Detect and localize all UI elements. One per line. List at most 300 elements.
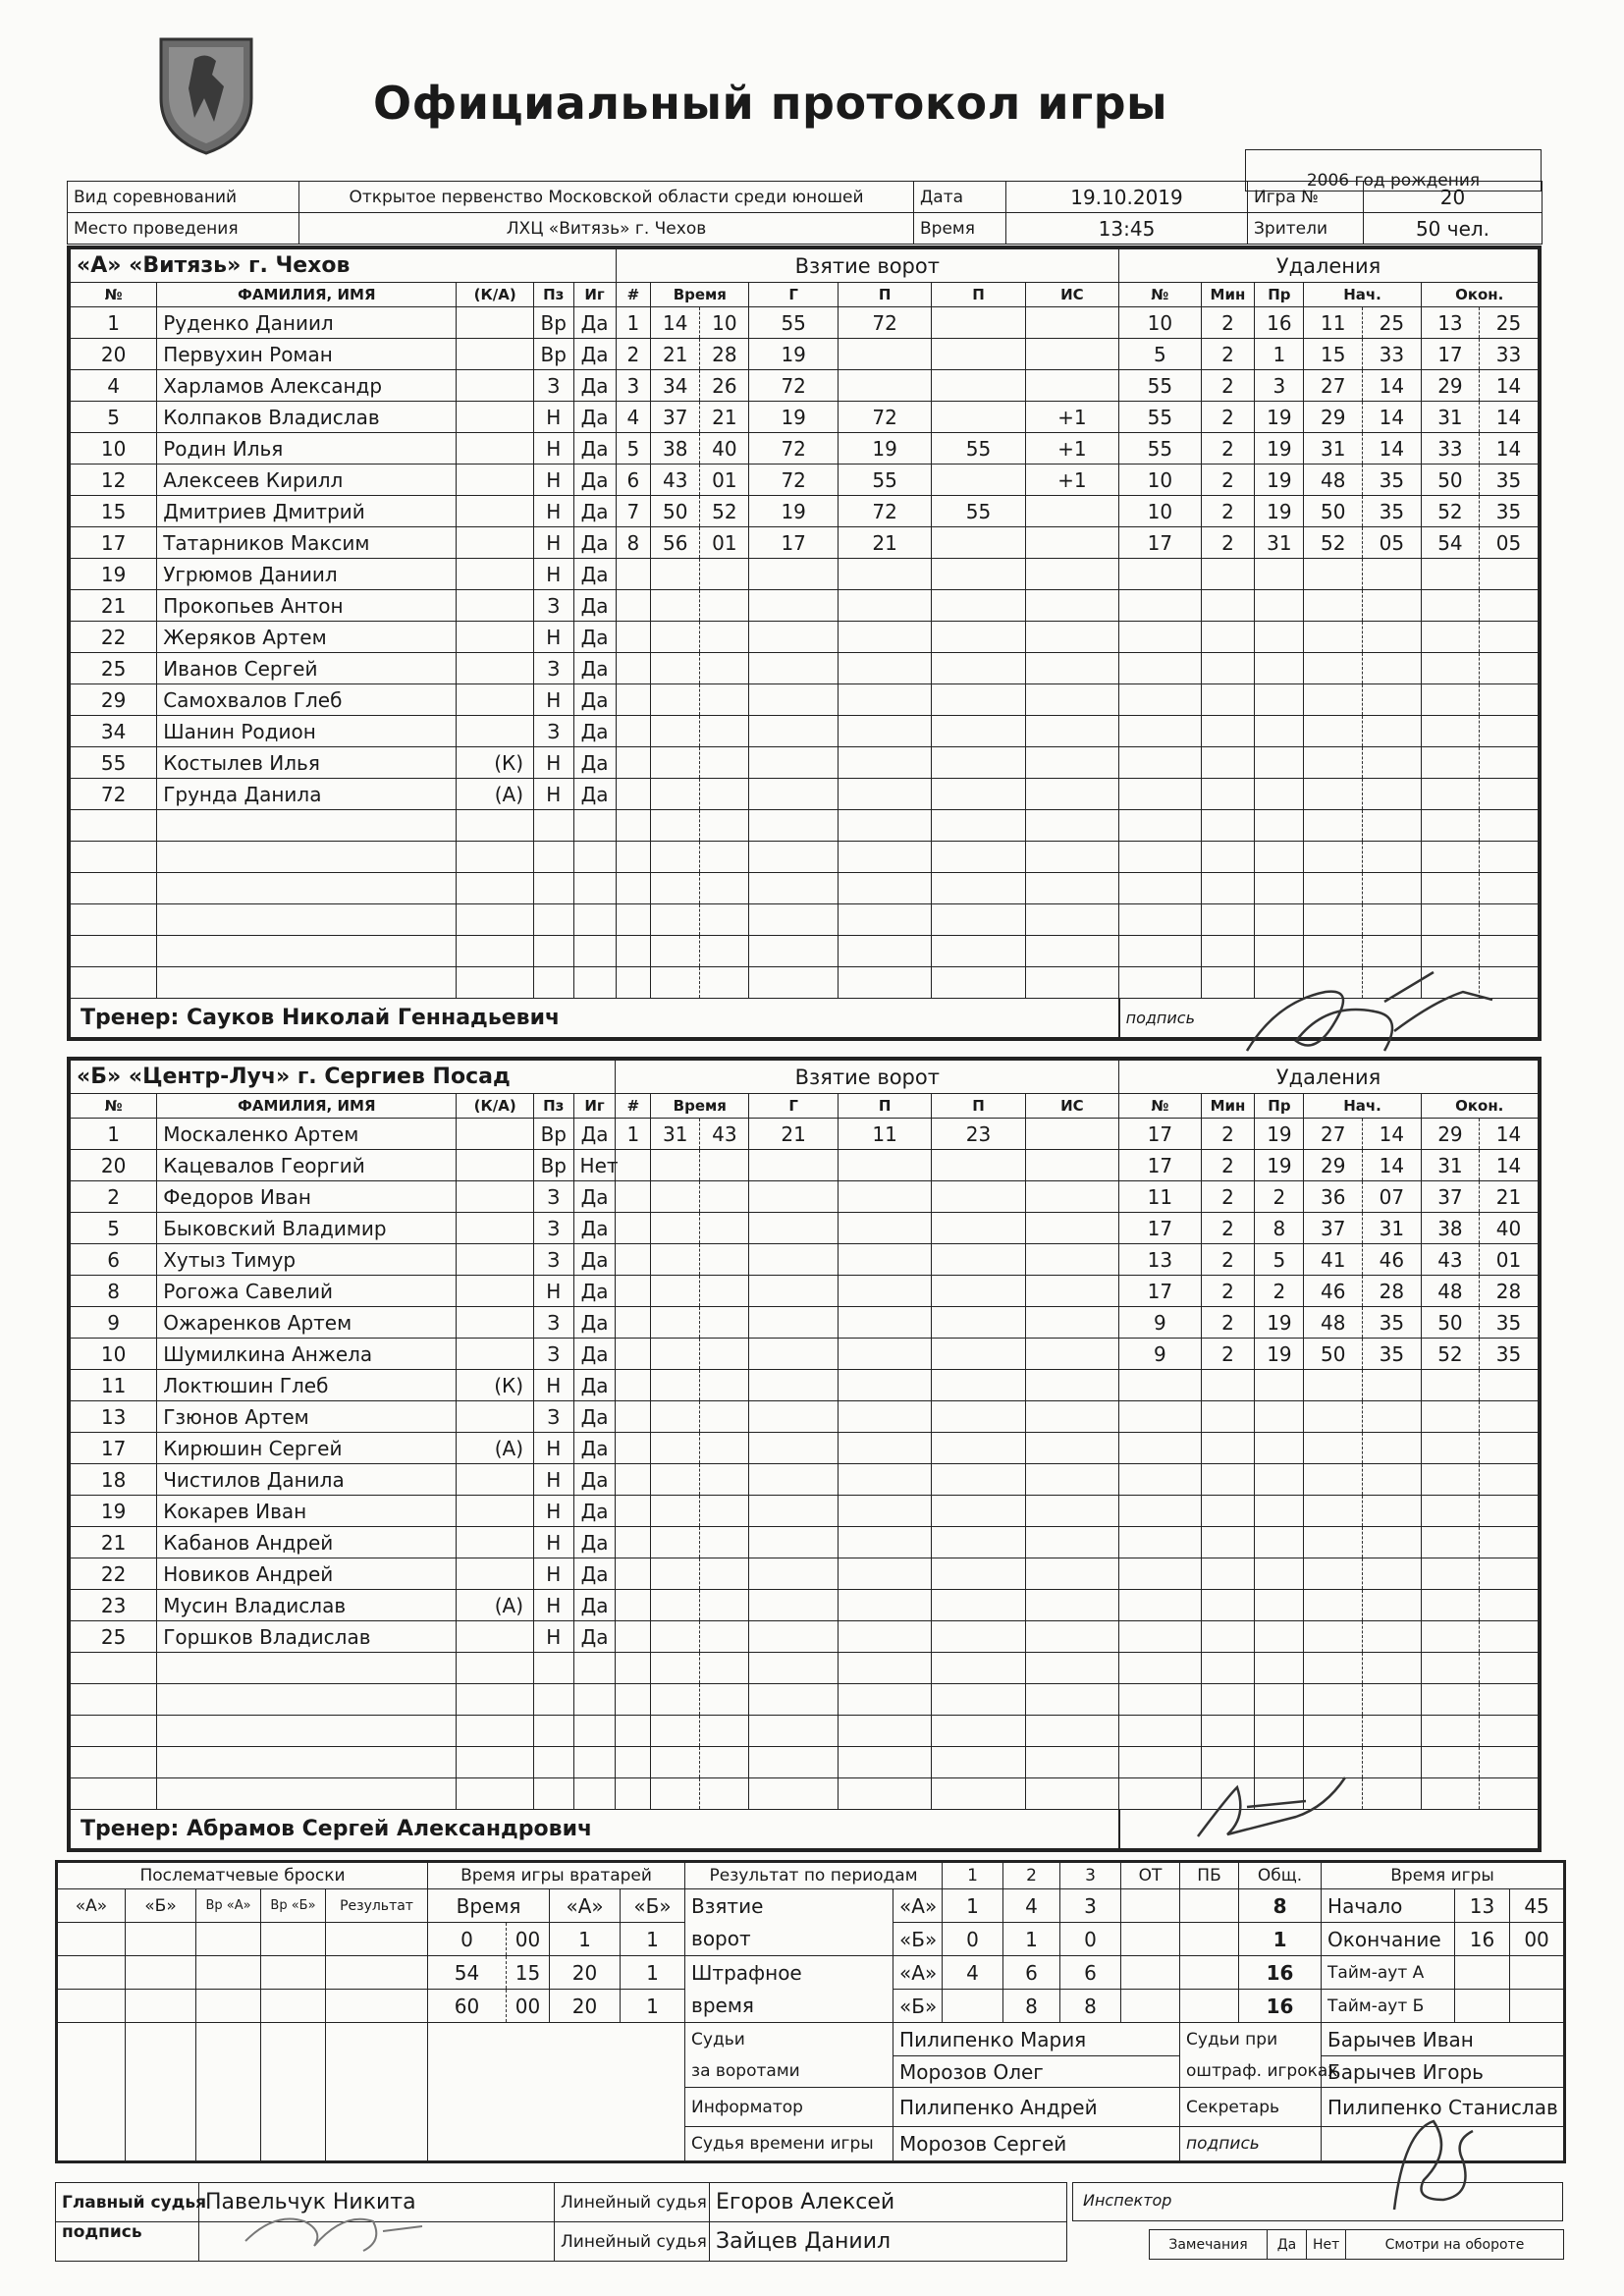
goal-assist-2 [932, 622, 1025, 653]
player-name [157, 810, 457, 842]
player-name: Шумилкина Анжела [157, 1339, 457, 1370]
remarks-no[interactable]: Нет [1307, 2230, 1346, 2260]
timekeeper-name: Морозов Сергей [893, 2127, 1180, 2162]
goal-situation [1025, 1527, 1118, 1558]
player-name [157, 873, 457, 904]
goal-scorer: 72 [749, 433, 839, 465]
player-number: 72 [71, 779, 157, 810]
player-played: Да [573, 590, 616, 622]
goal-number [616, 716, 651, 747]
goal-minute [651, 747, 700, 779]
penalty-minutes [1201, 653, 1255, 684]
penalty-end-min: 31 [1421, 1150, 1480, 1181]
penalty-judge-2: Барычев Игорь [1322, 2056, 1565, 2088]
goal-situation [1025, 684, 1118, 716]
penalty-reason [1255, 559, 1304, 590]
penalty-minutes [1201, 842, 1255, 873]
penalty-start-min: 36 [1304, 1181, 1363, 1213]
ot-header: ОТ [1121, 1862, 1180, 1889]
player-number [71, 904, 157, 936]
goal-second [700, 1181, 749, 1213]
goal-second [700, 1401, 749, 1433]
penalty-end-min: 33 [1421, 433, 1480, 465]
penalty-reason: 19 [1255, 1307, 1304, 1339]
player-position: З [534, 716, 574, 747]
penalty-reason [1255, 1716, 1304, 1747]
goal-second [700, 1150, 749, 1181]
header-info-table [67, 181, 1543, 245]
goal-scorer [749, 1213, 839, 1244]
team-a-goals-heading: Взятие ворот [616, 249, 1119, 283]
penalty-end-sec: 35 [1480, 1339, 1539, 1370]
player-name: Кацевалов Георгий [157, 1150, 457, 1181]
player-played [573, 1747, 616, 1778]
gk-row-3-a: 20 [550, 1990, 621, 2023]
penalty-end-min: 48 [1421, 1276, 1480, 1307]
goal-minute: 37 [651, 402, 700, 433]
goal-number: 2 [616, 339, 651, 370]
player-role [457, 1747, 534, 1778]
player-number: 25 [71, 653, 157, 684]
goal-situation [1025, 1590, 1118, 1621]
penalty-player: 55 [1119, 402, 1201, 433]
player-position: Н [534, 1370, 574, 1401]
penalty-reason: 3 [1255, 370, 1304, 402]
penalty-start-min: 27 [1304, 370, 1363, 402]
goal-scorer [749, 1558, 839, 1590]
goal-number [616, 653, 651, 684]
penalty-reason [1255, 590, 1304, 622]
penalty-player: 17 [1119, 527, 1201, 559]
goal-situation [1025, 1370, 1118, 1401]
end-hours: 16 [1455, 1923, 1510, 1956]
gk-col-b: «Б» [621, 1889, 685, 1923]
player-number [71, 810, 157, 842]
table-row [71, 402, 1539, 433]
penalty-end-min [1421, 1464, 1480, 1496]
player-position [534, 873, 574, 904]
penalty-start-min: 41 [1304, 1244, 1363, 1276]
goal-number: 8 [616, 527, 651, 559]
gk-row-2-min: 54 [428, 1956, 507, 1990]
goal-minute [651, 622, 700, 653]
goal-assist-1 [838, 1150, 931, 1181]
goal-second [700, 1464, 749, 1496]
penalty-start-min: 31 [1304, 433, 1363, 465]
penalty-start-sec [1363, 1370, 1422, 1401]
goal-number [616, 810, 651, 842]
player-name: Жеряков Артем [157, 622, 457, 653]
penalty-minutes [1201, 559, 1255, 590]
goal-minute: 38 [651, 433, 700, 465]
player-role [457, 1339, 534, 1370]
player-position: Н [534, 559, 574, 590]
penalty-end-min [1421, 747, 1480, 779]
remarks-yes[interactable]: Да [1268, 2230, 1307, 2260]
table-row [71, 716, 1539, 747]
col-pen-num: № [1119, 283, 1201, 307]
penalty-reason [1255, 1401, 1304, 1433]
table-row [71, 339, 1539, 370]
goal-assist-1 [838, 716, 931, 747]
player-number: 12 [71, 465, 157, 496]
player-number: 18 [71, 1464, 157, 1496]
penalty-end-sec: 14 [1480, 1150, 1539, 1181]
penalty-minutes: 2 [1201, 339, 1255, 370]
penalty-start-min [1304, 1716, 1363, 1747]
penalty-start-min [1304, 904, 1363, 936]
remarks-label: Замечания [1150, 2230, 1268, 2260]
table-row [71, 307, 1539, 339]
penalty-minutes: 2 [1201, 402, 1255, 433]
penalty-player [1119, 1621, 1201, 1653]
goal-number [616, 1370, 651, 1401]
birth-year: 2006 год рождения [1246, 150, 1542, 191]
goal-situation: +1 [1025, 402, 1118, 433]
penalty-reason: 19 [1255, 465, 1304, 496]
table-row [71, 1496, 1539, 1527]
penalty-judges-label-2: оштраф. игроках [1180, 2056, 1322, 2088]
goal-assist-2 [932, 339, 1025, 370]
penalty-minutes [1201, 779, 1255, 810]
goal-assist-2 [932, 1339, 1025, 1370]
penalty-start-sec: 14 [1363, 433, 1422, 465]
gk-row-2-sec: 15 [507, 1956, 550, 1990]
table-row [71, 465, 1539, 496]
penalty-player: 17 [1119, 1119, 1201, 1150]
table-row [71, 684, 1539, 716]
penalty-start-min [1304, 684, 1363, 716]
penalty-start-sec [1363, 1464, 1422, 1496]
goal-assist-1 [838, 1307, 931, 1339]
penalty-start-min: 48 [1304, 1307, 1363, 1339]
goal-assist-1 [838, 842, 931, 873]
goal-second [700, 1778, 749, 1810]
penalty-minutes [1201, 747, 1255, 779]
player-position: Вр [534, 339, 574, 370]
penalty-start-min: 11 [1304, 307, 1363, 339]
goal-minute [651, 904, 700, 936]
penalty-end-sec: 28 [1480, 1276, 1539, 1307]
secretary-name: Пилипенко Станислав [1322, 2088, 1565, 2127]
player-role [457, 590, 534, 622]
goal-second: 26 [700, 370, 749, 402]
player-played: Да [573, 622, 616, 653]
player-number: 8 [71, 1276, 157, 1307]
penalty-end-sec [1480, 684, 1539, 716]
goal-second [700, 559, 749, 590]
goal-minute [651, 1339, 700, 1370]
penalty-end-min: 37 [1421, 1181, 1480, 1213]
shootout-col-a: «А» [57, 1889, 126, 1923]
goal-scorer: 72 [749, 465, 839, 496]
goal-situation [1025, 653, 1118, 684]
goal-assist-2 [932, 1401, 1025, 1433]
penalty-player: 13 [1119, 1244, 1201, 1276]
penalty-end-min [1421, 904, 1480, 936]
goal-assist-2 [932, 1433, 1025, 1464]
penalty-start-sec: 46 [1363, 1244, 1422, 1276]
goal-scorer [749, 904, 839, 936]
penalty-end-sec: 35 [1480, 496, 1539, 527]
team-a-rows [71, 307, 1539, 999]
player-position [534, 904, 574, 936]
goal-situation: +1 [1025, 433, 1118, 465]
goal-second [700, 1621, 749, 1653]
goal-assist-2 [932, 1527, 1025, 1558]
penalty-minutes [1201, 1684, 1255, 1716]
penalty-start-min: 15 [1304, 339, 1363, 370]
table-row [71, 1653, 1539, 1684]
goal-situation [1025, 1307, 1118, 1339]
goal-assist-2 [932, 370, 1025, 402]
goal-assist-1 [838, 873, 931, 904]
player-position: Вр [534, 1150, 574, 1181]
player-name: Родин Илья [157, 433, 457, 465]
player-role [457, 967, 534, 999]
penalty-player [1119, 684, 1201, 716]
competition-label: Вид соревнований [68, 182, 299, 213]
goal-situation [1025, 936, 1118, 967]
player-number: 9 [71, 1307, 157, 1339]
goal-minute [651, 810, 700, 842]
penalty-reason: 19 [1255, 1150, 1304, 1181]
penalty-start-sec [1363, 716, 1422, 747]
goal-assist-1: 55 [838, 465, 931, 496]
goal-number: 5 [616, 433, 651, 465]
main-judge-name: Павельчук Никита [199, 2183, 555, 2222]
gk-row-1-a: 1 [550, 1923, 621, 1956]
goal-scorer [749, 842, 839, 873]
col-pen-min: Мин [1201, 283, 1255, 307]
penalty-start-min [1304, 1527, 1363, 1558]
player-number: 21 [71, 590, 157, 622]
goal-assist-2 [932, 842, 1025, 873]
goal-number [616, 873, 651, 904]
penalty-reason: 1 [1255, 339, 1304, 370]
player-name: Прокопьев Антон [157, 590, 457, 622]
player-role [457, 433, 534, 465]
goal-second [700, 684, 749, 716]
penalty-judge-1: Барычев Иван [1322, 2023, 1565, 2056]
penalty-start-min [1304, 810, 1363, 842]
goals-team-b: «Б» [893, 1923, 943, 1956]
penalty-end-sec [1480, 559, 1539, 590]
goal-assist-2 [932, 527, 1025, 559]
goal-assist-2: 23 [932, 1119, 1025, 1150]
goal-scorer [749, 1527, 839, 1558]
col-situation: ИС [1025, 1094, 1118, 1119]
penalty-start-sec [1363, 1433, 1422, 1464]
penalty-end-min [1421, 653, 1480, 684]
linesman-2-label: Линейный судья [555, 2222, 710, 2262]
table-row [71, 779, 1539, 810]
goal-second [700, 1496, 749, 1527]
player-played: Нет [573, 1150, 616, 1181]
penalty-end-min [1421, 842, 1480, 873]
goal-minute [651, 1653, 700, 1684]
goal-second: 01 [700, 527, 749, 559]
penalty-player: 9 [1119, 1307, 1201, 1339]
player-played [573, 1653, 616, 1684]
player-played [573, 873, 616, 904]
goal-minute: 21 [651, 339, 700, 370]
player-role [457, 307, 534, 339]
goal-minute [651, 936, 700, 967]
team-a-table [70, 248, 1539, 1038]
penalty-start-sec [1363, 1527, 1422, 1558]
table-row [71, 747, 1539, 779]
penalty-reason [1255, 1590, 1304, 1621]
player-played: Да [573, 684, 616, 716]
player-position: З [534, 1307, 574, 1339]
player-role [457, 1621, 534, 1653]
goal-number [616, 1401, 651, 1433]
goal-assist-2 [932, 967, 1025, 999]
player-role [457, 1778, 534, 1810]
penalty-end-sec [1480, 1621, 1539, 1653]
goal-second: 28 [700, 339, 749, 370]
player-played: Да [573, 1527, 616, 1558]
player-role [457, 1119, 534, 1150]
player-role: (К) [457, 747, 534, 779]
player-number: 5 [71, 402, 157, 433]
penalty-reason [1255, 1558, 1304, 1590]
player-number: 20 [71, 339, 157, 370]
goal-situation [1025, 307, 1118, 339]
table-row [71, 622, 1539, 653]
player-position: Н [534, 527, 574, 559]
start-hours: 13 [1455, 1889, 1510, 1923]
player-played: Да [573, 339, 616, 370]
team-b-coach: Тренер: Абрамов Сергей Александрович [71, 1810, 1119, 1849]
penalty-end-min: 50 [1421, 1307, 1480, 1339]
total-header: Общ. [1239, 1862, 1322, 1889]
goal-second [700, 967, 749, 999]
col-assist-1: П [838, 283, 931, 307]
goal-number: 6 [616, 465, 651, 496]
team-a-block [67, 246, 1542, 1041]
penalty-end-min [1421, 779, 1480, 810]
goal-number: 1 [616, 307, 651, 339]
penalty-end-min [1421, 1621, 1480, 1653]
penalty-reason [1255, 1370, 1304, 1401]
player-role [457, 810, 534, 842]
penalty-start-min: 27 [1304, 1119, 1363, 1150]
penalty-player [1119, 1558, 1201, 1590]
goals-a-p3: 3 [1060, 1889, 1121, 1923]
penalty-start-sec: 14 [1363, 1119, 1422, 1150]
shootout-col-result: Результат [326, 1889, 428, 1923]
pim-a-p2: 6 [1003, 1956, 1060, 1990]
player-role [457, 1527, 534, 1558]
player-name: Мусин Владислав [157, 1590, 457, 1621]
player-position [534, 1684, 574, 1716]
penalty-reason [1255, 684, 1304, 716]
player-number: 23 [71, 1590, 157, 1621]
goal-second [700, 1276, 749, 1307]
penalty-end-sec [1480, 590, 1539, 622]
goal-situation [1025, 1621, 1118, 1653]
penalty-player [1119, 1433, 1201, 1464]
penalty-reason [1255, 873, 1304, 904]
player-name: Костылев Илья [157, 747, 457, 779]
player-number: 34 [71, 716, 157, 747]
penalty-player: 10 [1119, 307, 1201, 339]
penalty-start-sec: 14 [1363, 1150, 1422, 1181]
goal-second [700, 1590, 749, 1621]
col-ka: (К/А) [457, 1094, 534, 1119]
date-label: Дата [914, 182, 1006, 213]
goals-a-pb [1180, 1889, 1239, 1923]
period-2-header: 2 [1003, 1862, 1060, 1889]
penalty-player: 9 [1119, 1339, 1201, 1370]
pim-team-a: «А» [893, 1956, 943, 1990]
goal-second [700, 904, 749, 936]
penalty-minutes: 2 [1201, 1119, 1255, 1150]
player-name: Локтюшин Глеб [157, 1370, 457, 1401]
player-played [573, 904, 616, 936]
col-goal-num: # [616, 283, 651, 307]
penalty-start-min [1304, 1433, 1363, 1464]
goal-situation [1025, 1339, 1118, 1370]
time-label: Время [914, 213, 1006, 245]
goals-b-p3: 0 [1060, 1923, 1121, 1956]
penalty-reason [1255, 1621, 1304, 1653]
goal-second: 01 [700, 465, 749, 496]
shootout-col-gk-a: Вр «А» [196, 1889, 261, 1923]
goal-minute [651, 779, 700, 810]
end-minutes: 00 [1510, 1923, 1565, 1956]
goal-scorer [749, 1778, 839, 1810]
goal-situation [1025, 559, 1118, 590]
penalty-player [1119, 1464, 1201, 1496]
penalty-player [1119, 1716, 1201, 1747]
player-name [157, 842, 457, 873]
col-name: ФАМИЛИЯ, ИМЯ [157, 283, 457, 307]
player-position: Н [534, 465, 574, 496]
player-number [71, 1653, 157, 1684]
penalty-end-sec: 40 [1480, 1213, 1539, 1244]
penalty-end-sec [1480, 810, 1539, 842]
table-row [71, 1276, 1539, 1307]
goal-minute [651, 1244, 700, 1276]
goal-number [616, 1307, 651, 1339]
col-num: № [71, 1094, 157, 1119]
goal-minute [651, 1590, 700, 1621]
player-position [534, 1653, 574, 1684]
goal-scorer [749, 653, 839, 684]
penalty-start-min [1304, 653, 1363, 684]
player-played [573, 842, 616, 873]
goal-minute: 56 [651, 527, 700, 559]
penalty-end-sec [1480, 716, 1539, 747]
penalty-start-sec [1363, 653, 1422, 684]
goal-second [700, 1433, 749, 1464]
goal-scorer [749, 967, 839, 999]
penalty-start-min [1304, 1370, 1363, 1401]
goal-number [616, 747, 651, 779]
table-row [71, 1370, 1539, 1401]
player-position: Н [534, 496, 574, 527]
gk-title: Время игры вратарей [428, 1862, 685, 1889]
player-number: 19 [71, 1496, 157, 1527]
penalty-start-sec [1363, 1621, 1422, 1653]
goal-second [700, 1307, 749, 1339]
penalty-reason [1255, 1684, 1304, 1716]
penalty-start-sec: 35 [1363, 1339, 1422, 1370]
penalty-start-sec [1363, 684, 1422, 716]
